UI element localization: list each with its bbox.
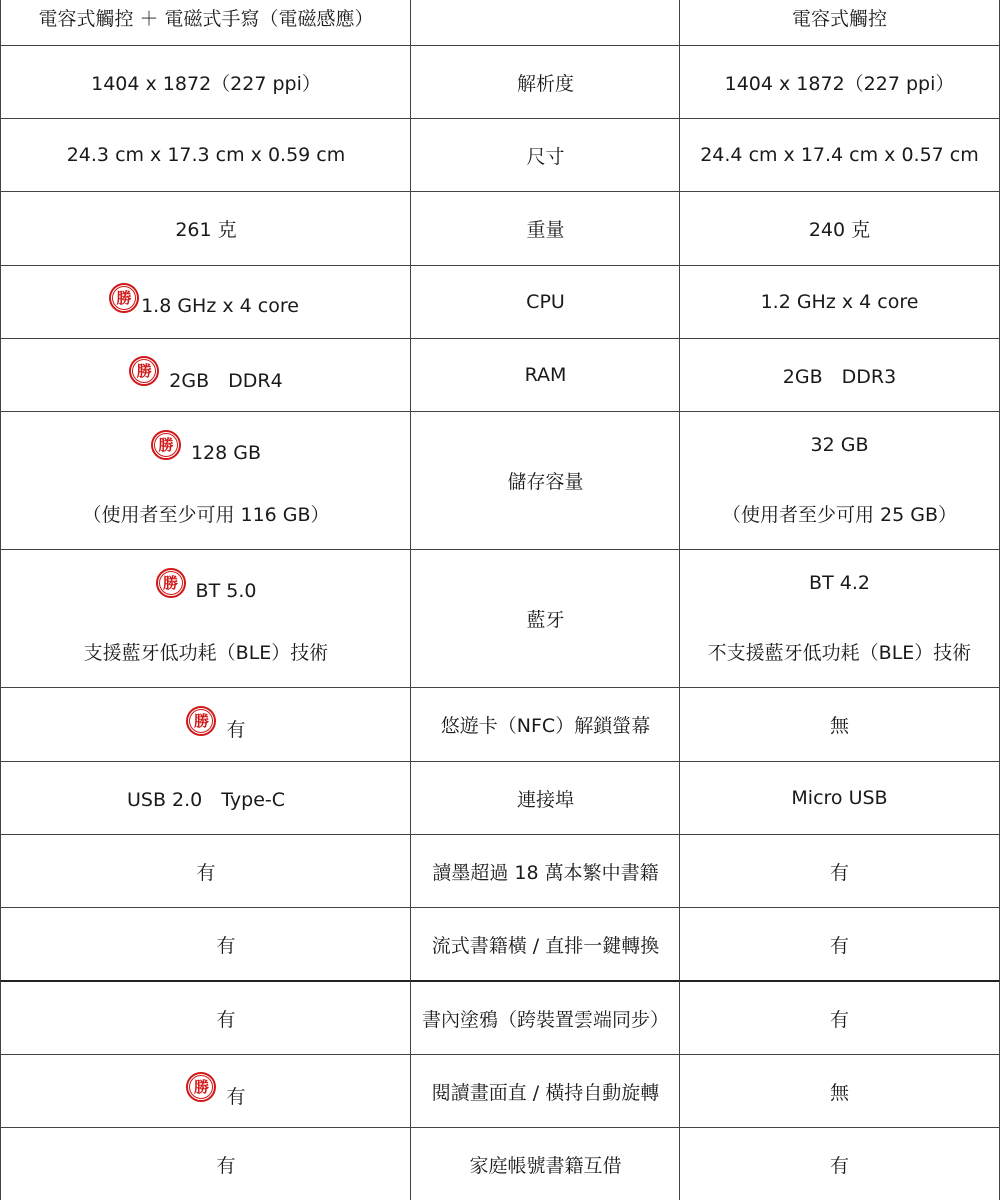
right-text: 有 — [829, 1154, 849, 1177]
right-text: 1404 x 1872（227 ppi） — [724, 72, 955, 95]
right-text: 電容式觸控 — [791, 8, 887, 30]
table-row — [0, 762, 1000, 835]
right-text: 無 — [829, 715, 849, 737]
right-text: 無 — [829, 1081, 849, 1104]
middle-cell — [410, 1128, 680, 1200]
win-stamp-icon: 勝 — [129, 356, 159, 386]
left-text: 電容式觸控 ＋ 電磁式手寫（電磁感應） — [38, 8, 374, 30]
left-cell — [0, 0, 411, 46]
right-text: 32 GB — [810, 434, 869, 456]
middle-cell — [410, 266, 680, 339]
middle-cell — [410, 412, 680, 550]
left-cell — [0, 266, 411, 339]
left-note: 支援藍牙低功耗（BLE）技術 — [83, 642, 329, 664]
left-cell — [0, 908, 411, 982]
row-label: 重量 — [526, 219, 565, 241]
left-cell — [0, 550, 411, 688]
left-cell — [0, 119, 411, 192]
right-cell — [679, 982, 1000, 1055]
left-cell — [0, 762, 411, 835]
win-stamp-icon: 勝 — [151, 430, 181, 460]
table-row — [0, 192, 1000, 266]
right-cell — [679, 762, 1000, 835]
middle-cell — [410, 982, 680, 1055]
right-text: BT 4.2 — [809, 572, 870, 594]
left-text: 有 — [196, 861, 216, 884]
left-text: 有 — [226, 719, 246, 741]
row-label: 儲存容量 — [507, 471, 584, 493]
right-cell — [679, 688, 1000, 762]
middle-cell — [410, 119, 680, 192]
row-label: 解析度 — [516, 72, 574, 95]
table-row — [0, 835, 1000, 908]
table-row — [0, 266, 1000, 339]
right-cell — [679, 1055, 1000, 1128]
middle-cell — [410, 339, 680, 412]
middle-cell — [410, 908, 680, 982]
right-text: 240 克 — [808, 219, 871, 241]
right-cell — [679, 1128, 1000, 1200]
middle-cell — [410, 688, 680, 762]
right-cell — [679, 908, 1000, 982]
win-stamp-icon: 勝 — [156, 568, 186, 598]
left-cell — [0, 1128, 411, 1200]
middle-cell — [410, 762, 680, 835]
row-label: 流式書籍橫 / 直排一鍵轉換 — [431, 934, 660, 957]
table-row — [0, 339, 1000, 412]
left-cell — [0, 982, 411, 1055]
table-row — [0, 550, 1000, 688]
left-text: 1404 x 1872（227 ppi） — [91, 72, 321, 95]
left-cell — [0, 46, 411, 119]
row-label: 悠遊卡（NFC）解鎖螢幕 — [440, 715, 651, 737]
table-row — [0, 119, 1000, 192]
row-label: 讀墨超過 18 萬本繁中書籍 — [432, 861, 659, 884]
left-text: 有 — [216, 1008, 236, 1031]
left-text: 2GB DDR4 — [169, 369, 283, 392]
row-label: 連接埠 — [516, 788, 574, 811]
table-row — [0, 46, 1000, 119]
row-label: 家庭帳號書籍互借 — [469, 1154, 622, 1177]
right-text: 有 — [829, 934, 849, 957]
right-cell — [679, 835, 1000, 908]
left-note: （使用者至少可用 116 GB） — [82, 504, 330, 526]
right-cell — [679, 0, 1000, 46]
middle-cell — [410, 192, 680, 266]
left-text: 24.3 cm x 17.3 cm x 0.59 cm — [66, 144, 346, 166]
middle-cell — [410, 550, 680, 688]
left-cell — [0, 1055, 411, 1128]
right-note: 不支援藍牙低功耗（BLE）技術 — [707, 642, 972, 664]
win-stamp-icon: 勝 — [109, 283, 139, 313]
left-text: BT 5.0 — [195, 580, 257, 602]
left-text: 有 — [216, 1154, 236, 1177]
middle-cell — [410, 0, 680, 46]
row-label: 書內塗鴉（跨裝置雲端同步） — [421, 1008, 669, 1031]
table-row — [0, 908, 1000, 982]
table-row — [0, 412, 1000, 550]
left-cell — [0, 835, 411, 908]
left-cell — [0, 688, 411, 762]
table-row — [0, 0, 1000, 46]
right-cell — [679, 192, 1000, 266]
table-row — [0, 1128, 1000, 1200]
left-text: 128 GB — [190, 442, 262, 464]
left-cell — [0, 192, 411, 266]
right-cell — [679, 412, 1000, 550]
right-cell — [679, 550, 1000, 688]
left-text: 261 克 — [175, 219, 237, 241]
row-label: CPU — [526, 291, 565, 313]
middle-cell — [410, 1055, 680, 1128]
table-row — [0, 1055, 1000, 1128]
middle-cell — [410, 46, 680, 119]
win-stamp-icon: 勝 — [186, 706, 216, 736]
left-cell — [0, 412, 411, 550]
left-text: 有 — [216, 934, 236, 957]
row-label: 閱讀畫面直 / 橫持自動旋轉 — [431, 1081, 660, 1104]
right-text: 1.2 GHz x 4 core — [760, 291, 919, 313]
right-note: （使用者至少可用 25 GB） — [721, 504, 957, 526]
right-cell — [679, 46, 1000, 119]
right-cell — [679, 339, 1000, 412]
row-label: 尺寸 — [526, 145, 565, 168]
left-text: 1.8 GHz x 4 core — [141, 295, 299, 317]
left-cell — [0, 339, 411, 412]
row-label: RAM — [524, 364, 567, 386]
right-cell — [679, 266, 1000, 339]
right-text: 有 — [829, 1008, 849, 1031]
win-stamp-icon: 勝 — [186, 1072, 216, 1102]
right-cell — [679, 119, 1000, 192]
right-text: 有 — [829, 861, 849, 884]
left-text: USB 2.0 Type-C — [126, 788, 286, 811]
table-row — [0, 982, 1000, 1055]
right-text: 24.4 cm x 17.4 cm x 0.57 cm — [700, 144, 979, 166]
row-label: 藍牙 — [526, 609, 565, 631]
right-text: 2GB DDR3 — [782, 365, 897, 388]
left-text: 有 — [226, 1085, 246, 1108]
right-text: Micro USB — [791, 787, 888, 809]
table-row — [0, 688, 1000, 762]
middle-cell — [410, 835, 680, 908]
